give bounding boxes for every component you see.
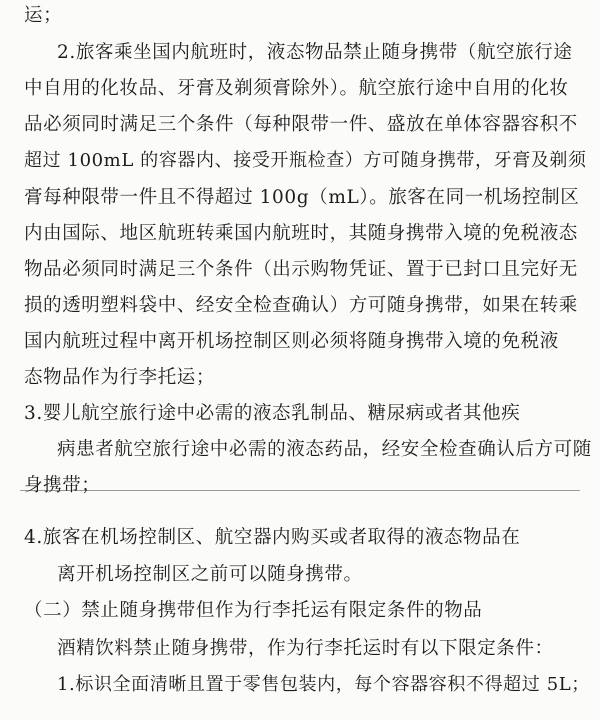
paragraph-4-start: 4.旅客在机场控制区、航空器内购买或者取得的液态物品在 [24, 527, 521, 548]
text-line: 物品必须同时满足三个条件（出示购物凭证、置于已封口且完好无 [24, 259, 578, 280]
section-heading: （二）禁止随身携带但作为行李托运有限定条件的物品 [24, 600, 483, 621]
paragraph-3-start: 3.婴儿航空旅行途中必需的液态乳制品、糖尿病或者其他疾 [24, 403, 521, 424]
text-line: 品必须同时满足三个条件（每种限带一件、盛放在单体容器容积不 [24, 114, 578, 135]
paragraph-2-start: 2.旅客乘坐国内航班时，液态物品禁止随身携带（航空旅行途 [57, 42, 573, 63]
text-line: 病患者航空旅行途中必需的液态药品，经安全检查确认后方可随 [57, 439, 592, 460]
text-line: 膏每种限带一件且不得超过 100g（mL）。旅客在同一机场控制区 [24, 187, 580, 208]
text-line: 损的透明塑料袋中、经安全检查确认）方可随身携带，如果在转乘 [24, 295, 578, 316]
text-line: 内由国际、地区航班转乘国内航班时，其随身携带入境的免税液态 [24, 223, 578, 244]
text-line: 国内航班过程中离开机场控制区则必须将随身携带入境的免税液 [24, 331, 559, 352]
text-line: 身携带； [24, 475, 101, 496]
paragraph-alcohol: 酒精饮料禁止随身携带，作为行李托运时有以下限定条件： [57, 638, 554, 659]
text-line: 态物品作为行李托运； [24, 367, 216, 388]
text-line: 离开机场控制区之前可以随身携带。 [57, 564, 363, 585]
list-item-1: 1.标识全面清晰且置于零售包装内，每个容器容积不得超过 5L； [57, 674, 590, 695]
text-line: 超过 100mL 的容器内、接受开瓶检查）方可随身携带，牙膏及剃须 [24, 150, 587, 171]
text-line: 中自用的化妆品、牙膏及剃须膏除外）。航空旅行途中自用的化妆 [24, 78, 569, 99]
text-line: 运； [24, 5, 63, 26]
